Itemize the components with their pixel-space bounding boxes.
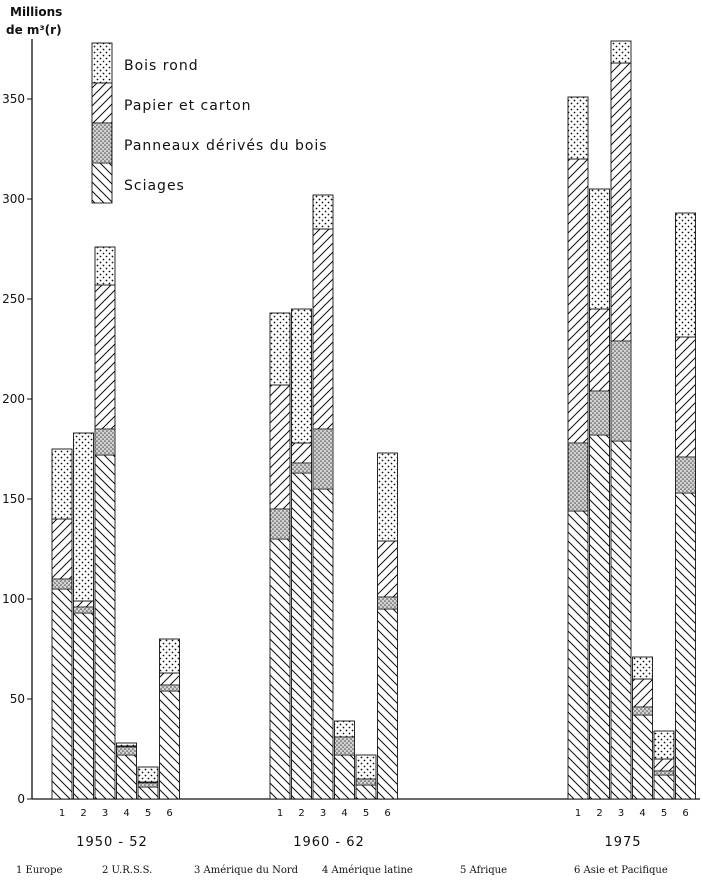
legend-label-papier-et-carton: Papier et carton <box>124 98 252 114</box>
bar-segment-panneaux-derives-du-bois <box>590 391 610 435</box>
bar-segment-sciages <box>356 785 376 799</box>
y-tick-label: 350 <box>2 92 25 106</box>
bar-3-1 <box>568 97 588 799</box>
bar-3-2 <box>590 189 610 799</box>
bars-layer <box>52 41 696 799</box>
bar-1-3 <box>95 247 115 799</box>
bar-segment-panneaux-derives-du-bois <box>160 685 180 691</box>
bar-segment-papier-et-carton <box>270 385 290 509</box>
bar-segment-bois-rond <box>676 213 696 337</box>
bar-segment-papier-et-carton <box>160 673 180 685</box>
bar-segment-bois-rond <box>378 453 398 541</box>
bar-segment-papier-et-carton <box>568 159 588 443</box>
bar-segment-sciages <box>611 441 631 799</box>
y-unit-line1: Millions <box>10 5 63 19</box>
bar-2-1 <box>270 313 290 799</box>
footer-item: 6 Asie et Pacifique <box>574 865 668 876</box>
bar-segment-sciages <box>654 775 674 799</box>
period-label: 1975 <box>604 835 642 850</box>
bar-segment-bois-rond <box>160 639 180 673</box>
bar-segment-papier-et-carton <box>590 309 610 391</box>
bar-segment-bois-rond <box>138 767 158 782</box>
bar-segment-bois-rond <box>270 313 290 385</box>
x-tick-label: 1 <box>58 808 66 819</box>
bar-segment-papier-et-carton <box>292 443 312 463</box>
bar-segment-panneaux-derives-du-bois <box>676 457 696 493</box>
bar-segment-sciages <box>74 613 94 799</box>
footer-item: 1 Europe <box>16 865 63 876</box>
period-label: 1950 - 52 <box>76 835 148 850</box>
x-tick-label: 2 <box>80 808 87 819</box>
legend <box>92 43 328 203</box>
bar-segment-sciages <box>95 455 115 799</box>
bar-1-5 <box>138 767 158 799</box>
x-tick-label: 4 <box>639 808 646 819</box>
bar-segment-panneaux-derives-du-bois <box>292 463 312 473</box>
bar-segment-bois-rond <box>335 721 355 737</box>
bar-segment-panneaux-derives-du-bois <box>568 443 588 511</box>
bar-segment-sciages <box>160 691 180 799</box>
bar-segment-sciages <box>138 787 158 799</box>
y-tick-label: 50 <box>9 692 25 706</box>
bar-segment-bois-rond <box>313 195 333 229</box>
bar-segment-bois-rond <box>52 449 72 519</box>
bar-1-6 <box>160 639 180 799</box>
bar-3-3 <box>611 41 631 799</box>
y-tick-label: 250 <box>2 292 25 306</box>
bar-segment-sciages <box>313 489 333 799</box>
bar-segment-sciages <box>52 589 72 799</box>
legend-swatch-sciages <box>92 163 112 203</box>
y-unit-line2: de m³(r) <box>6 23 62 37</box>
bar-segment-panneaux-derives-du-bois <box>378 597 398 609</box>
legend-swatch-papier-et-carton <box>92 83 112 123</box>
bar-segment-sciages <box>568 511 588 799</box>
bar-segment-bois-rond <box>654 731 674 759</box>
x-tick-label: 6 <box>166 808 173 819</box>
x-tick-label: 3 <box>101 808 109 819</box>
bar-segment-papier-et-carton <box>74 601 94 607</box>
y-tick-label: 0 <box>17 792 25 806</box>
y-tick-label: 300 <box>2 192 25 206</box>
footer-legend <box>16 865 668 876</box>
footer-item: 4 Amérique latine <box>322 865 413 876</box>
y-tick-label: 200 <box>2 392 25 406</box>
y-tick-label: 150 <box>2 492 25 506</box>
bar-segment-bois-rond <box>568 97 588 159</box>
legend-swatch-bois-rond <box>92 43 112 83</box>
bar-segment-papier-et-carton <box>52 519 72 579</box>
bar-2-6 <box>378 453 398 799</box>
bar-segment-panneaux-derives-du-bois <box>74 607 94 613</box>
x-tick-label: 2 <box>298 808 305 819</box>
bar-segment-panneaux-derives-du-bois <box>611 341 631 441</box>
bar-segment-papier-et-carton <box>611 63 631 341</box>
bar-segment-papier-et-carton <box>378 541 398 597</box>
bar-3-5 <box>654 731 674 799</box>
category-labels <box>59 808 689 850</box>
bar-segment-papier-et-carton <box>676 337 696 457</box>
bar-segment-panneaux-derives-du-bois <box>633 707 653 715</box>
y-tick-label: 100 <box>2 592 25 606</box>
bar-segment-bois-rond <box>74 433 94 601</box>
bar-segment-panneaux-derives-du-bois <box>335 737 355 755</box>
bar-segment-bois-rond <box>292 309 312 443</box>
bar-segment-bois-rond <box>117 743 137 746</box>
x-tick-label: 2 <box>596 808 603 819</box>
bar-2-5 <box>356 755 376 799</box>
x-tick-label: 6 <box>682 808 689 819</box>
x-tick-label: 4 <box>123 808 130 819</box>
bar-segment-panneaux-derives-du-bois <box>95 429 115 455</box>
bar-segment-sciages <box>378 609 398 799</box>
legend-label-sciages: Sciages <box>124 178 185 194</box>
bar-segment-sciages <box>633 715 653 799</box>
x-tick-label: 3 <box>617 808 625 819</box>
bar-3-6 <box>676 213 696 799</box>
bar-segment-panneaux-derives-du-bois <box>138 783 158 787</box>
x-tick-label: 3 <box>319 808 327 819</box>
bar-segment-sciages <box>117 755 137 799</box>
bar-2-4 <box>335 721 355 799</box>
bar-segment-sciages <box>292 473 312 799</box>
bar-segment-panneaux-derives-du-bois <box>117 747 137 755</box>
bar-segment-panneaux-derives-du-bois <box>52 579 72 589</box>
bar-segment-bois-rond <box>95 247 115 285</box>
x-tick-label: 5 <box>362 808 370 819</box>
x-tick-label: 5 <box>144 808 152 819</box>
bar-1-1 <box>52 449 72 799</box>
legend-swatch-panneaux-derives-du-bois <box>92 123 112 163</box>
bar-segment-bois-rond <box>633 657 653 679</box>
bar-segment-bois-rond <box>590 189 610 309</box>
bar-segment-panneaux-derives-du-bois <box>313 429 333 489</box>
bar-segment-bois-rond <box>611 41 631 63</box>
bar-2-2 <box>292 309 312 799</box>
footer-item: 5 Afrique <box>460 865 508 876</box>
bar-segment-panneaux-derives-du-bois <box>270 509 290 539</box>
bar-1-2 <box>74 433 94 799</box>
x-tick-label: 4 <box>341 808 348 819</box>
bar-segment-bois-rond <box>356 755 376 779</box>
bar-segment-papier-et-carton <box>633 679 653 707</box>
bar-segment-papier-et-carton <box>313 229 333 429</box>
period-label: 1960 - 62 <box>293 835 365 850</box>
bar-2-3 <box>313 195 333 799</box>
bar-segment-papier-et-carton <box>95 285 115 429</box>
bar-segment-papier-et-carton <box>654 759 674 771</box>
bar-3-4 <box>633 657 653 799</box>
x-tick-label: 1 <box>276 808 284 819</box>
legend-label-panneaux-derives-du-bois: Panneaux dérivés du bois <box>124 138 328 154</box>
bar-segment-panneaux-derives-du-bois <box>654 771 674 775</box>
bar-segment-sciages <box>590 435 610 799</box>
footer-item: 3 Amérique du Nord <box>194 865 299 876</box>
x-tick-label: 1 <box>574 808 582 819</box>
bar-1-4 <box>117 743 137 799</box>
legend-label-bois-rond: Bois rond <box>124 58 199 74</box>
x-tick-label: 6 <box>384 808 391 819</box>
bar-segment-panneaux-derives-du-bois <box>356 779 376 785</box>
bar-segment-sciages <box>270 539 290 799</box>
bar-segment-sciages <box>676 493 696 799</box>
x-tick-label: 5 <box>660 808 668 819</box>
footer-item: 2 U.R.S.S. <box>102 865 153 876</box>
bar-segment-sciages <box>335 755 355 799</box>
